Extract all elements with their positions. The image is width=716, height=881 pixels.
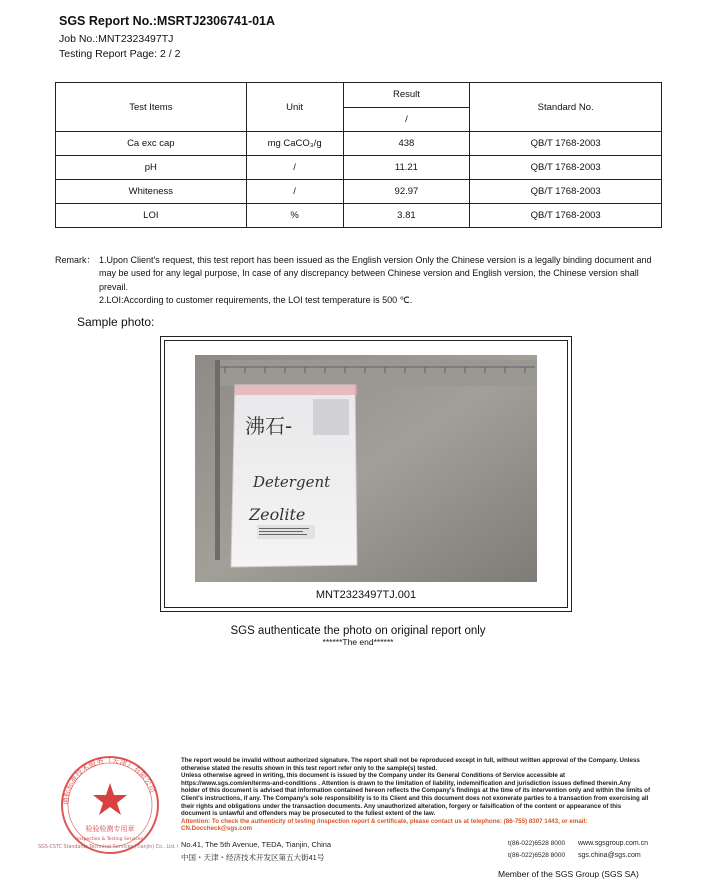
footer-disclaimer	[181, 757, 651, 833]
page-indicator: Testing Report Page: 2 / 2	[59, 48, 181, 60]
job-number: Job No.:MNT2323497TJ	[59, 33, 174, 45]
header-standard: Standard No.	[470, 83, 662, 132]
sample-photo-label: Sample photo:	[77, 315, 155, 329]
remark-line-1: 1.Upon Client's request, this test report has been issued as the English version Only the Chinese version is a legally binding document and may be used for any legal purpose, In case of any discrepancy between Chinese version and English version, the Chinese version shall prevail.	[99, 255, 652, 292]
seal-side-text: SGS-CSTC Standards Technical Services (Tianjin) Co., Ltd.	[38, 845, 176, 850]
cell-standard: QB/T 1768-2003	[470, 156, 662, 180]
cell-result: 3.81	[343, 204, 470, 228]
seal-en-text: Inspection & Testing Services	[77, 837, 143, 842]
photo-caption: MNT2323497TJ.001	[315, 589, 417, 601]
table-row	[56, 156, 662, 180]
table-row	[56, 132, 662, 156]
cell-unit: %	[246, 204, 343, 228]
cell-unit: /	[246, 156, 343, 180]
svg-text:沸石-: 沸石-	[245, 414, 293, 438]
email[interactable]: sgs.china@sgs.com	[578, 852, 641, 859]
remark-label: Remark：	[55, 255, 96, 265]
phone-1: t(86-022)6528 8000	[508, 840, 566, 847]
svg-text:Zeolite: Zeolite	[249, 505, 306, 524]
cell-item: Whiteness	[56, 180, 247, 204]
attention-note: Attention: To check the authenticity of testing /inspection report & certificate, please contact us at telephone: (86-755) 8307 1443, or email: CN.Doccheck@sgs.com	[181, 817, 588, 833]
remark-block	[55, 254, 665, 307]
address-en: No.41, The 5th Avenue, TEDA, Tianjin, China	[181, 840, 332, 849]
header-test-items: Test Items	[56, 83, 247, 132]
seal-sub-text: 检验检测专用章	[85, 825, 135, 833]
header-unit: Unit	[246, 83, 343, 132]
sgs-member-note: Member of the SGS Group (SGS SA)	[498, 869, 639, 879]
cell-standard: QB/T 1768-2003	[470, 180, 662, 204]
cell-result: 438	[343, 132, 470, 156]
cell-item: pH	[56, 156, 247, 180]
cell-unit: /	[246, 180, 343, 204]
seal-stamp-icon	[38, 755, 178, 865]
seal-arc-text: 通标标准技术服务（天津）有限公司	[60, 755, 158, 806]
disclaimer-1: The report would be invalid without authorized signature. The report shall not be reproduced except in full, without written approval of the Company. Unless otherwise stated the results shown in this test report refer only to the sample(s) tested.	[181, 757, 640, 772]
header-result: Result	[343, 83, 470, 108]
header-result-sub: /	[343, 107, 470, 132]
cell-result: 11.21	[343, 156, 470, 180]
sample-photo-image	[195, 355, 537, 582]
phone-2: t(86-022)6528 8000	[508, 852, 566, 859]
disclaimer-2: Unless otherwise agreed in writing, this document is issued by the Company under its General Conditions of Service accessible at https://www.sgs.com/en/terms-and-conditions . Attention is drawn to the limitation of liability, indemnification and jurisdiction issues defined therein.Any holder of this document is advised that information contained hereon reflects the Company's findings at the time of its intervention only and within the limits of Client's instructions, if any. The Company's sole responsibility is to its Client and this document does not exonerate parties to a transaction from exercising all their rights and obligations under the transaction documents. Any unauthorized alteration, forgery or falsification of the content or appearance of this document is unlawful and offenders may be prosecuted to the fullest extent of the law.	[181, 772, 651, 818]
results-table	[55, 82, 662, 228]
cell-result: 92.97	[343, 180, 470, 204]
website[interactable]: www.sgsgroup.com.cn	[578, 840, 649, 847]
cell-standard: QB/T 1768-2003	[470, 132, 662, 156]
remark-line-2: 2.LOI:According to customer requirements, the LOI test temperature is 500 ℃.	[99, 294, 413, 305]
svg-text:Detergent: Detergent	[253, 473, 331, 491]
table-row	[56, 204, 662, 228]
table-header-row	[56, 83, 662, 108]
authentication-note: SGS authenticate the photo on original report only	[230, 625, 486, 637]
address-cn: 中国・天津・经济技术开发区第五大街41号	[181, 853, 325, 862]
cell-standard: QB/T 1768-2003	[470, 204, 662, 228]
cell-item: Ca exc cap	[56, 132, 247, 156]
cell-unit: mg CaCO₃/g	[246, 132, 343, 156]
cell-item: LOI	[56, 204, 247, 228]
sample-photo	[195, 355, 537, 582]
end-marker: ******The end******	[322, 637, 394, 647]
table-row	[56, 180, 662, 204]
report-number: SGS Report No.:MSRTJ2306741-01A	[59, 14, 276, 28]
company-seal	[38, 755, 178, 865]
